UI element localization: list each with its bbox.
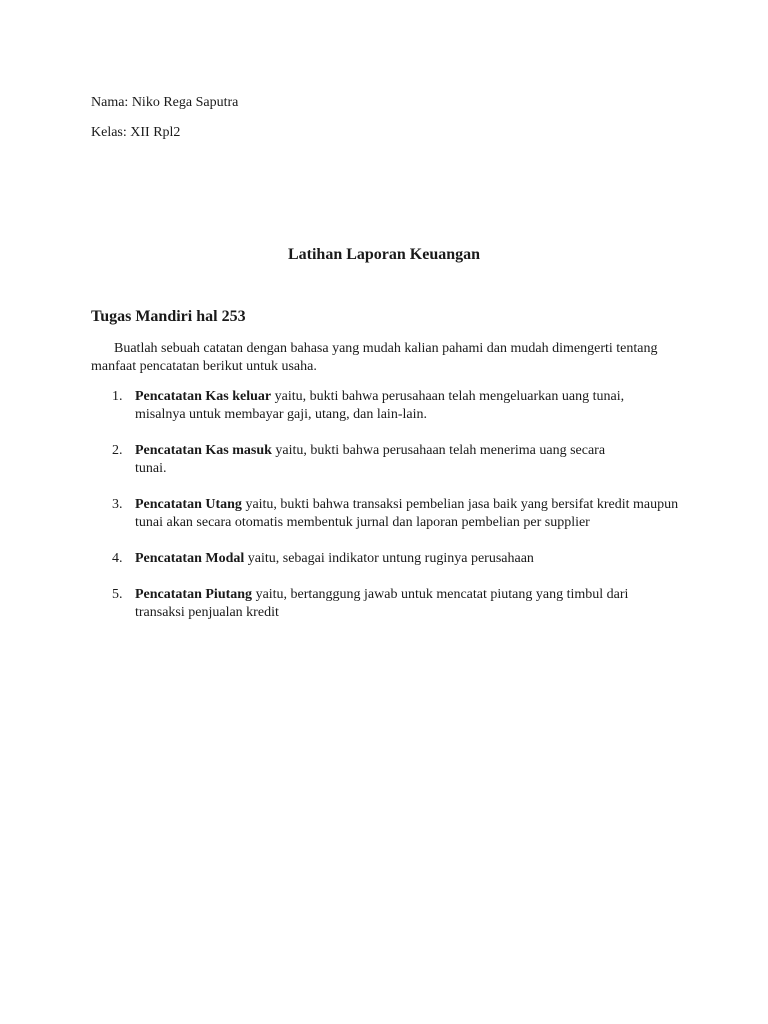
list-term: Pencatatan Kas masuk	[135, 443, 272, 458]
list-item	[91, 550, 695, 568]
numbered-list	[91, 388, 691, 640]
list-item	[91, 496, 695, 532]
list-desc: yaitu, bukti bahwa perusahaan telah mengeluarkan uang tunai, misalnya untuk membayar gaji, utang, dan lain-lain.	[135, 389, 625, 422]
list-number: 2.	[112, 443, 123, 458]
list-number: 4.	[112, 551, 123, 566]
document-title: Latihan Laporan Keuangan	[287, 246, 481, 263]
list-item	[91, 442, 635, 478]
list-desc: yaitu, bertanggung jawab untuk mencatat piutang yang timbul dari transaksi penjualan kredit	[135, 587, 629, 620]
list-term: Pencatatan Modal	[135, 551, 245, 566]
list-item	[91, 586, 675, 622]
list-term: Pencatatan Utang	[135, 497, 242, 512]
list-desc: yaitu, sebagai indikator untung ruginya perusahaan	[244, 551, 534, 566]
section-title: Tugas Mandiri hal 253	[91, 308, 246, 325]
list-number: 5.	[112, 587, 123, 602]
list-item	[91, 388, 655, 424]
list-term: Pencatatan Kas keluar	[135, 389, 272, 404]
student-name: Nama: Niko Rega Saputra	[91, 95, 239, 110]
intro-paragraph: Buatlah sebuah catatan dengan bahasa yang mudah kalian pahami dan mudah dimengerti tentang manfaat pencatatan berikut untuk usaha.	[91, 341, 658, 374]
list-desc: yaitu, bukti bahwa transaksi pembelian jasa baik yang bersifat kredit maupun tunai akan secara otomatis membentuk jurnal dan laporan pembelian per supplier	[135, 497, 679, 530]
student-class: Kelas: XII Rpl2	[91, 125, 181, 140]
list-term: Pencatatan Piutang	[135, 587, 253, 602]
list-desc: yaitu, bukti bahwa perusahaan telah menerima uang secara tunai.	[135, 443, 606, 476]
list-number: 3.	[112, 497, 123, 512]
list-number: 1.	[112, 389, 123, 404]
